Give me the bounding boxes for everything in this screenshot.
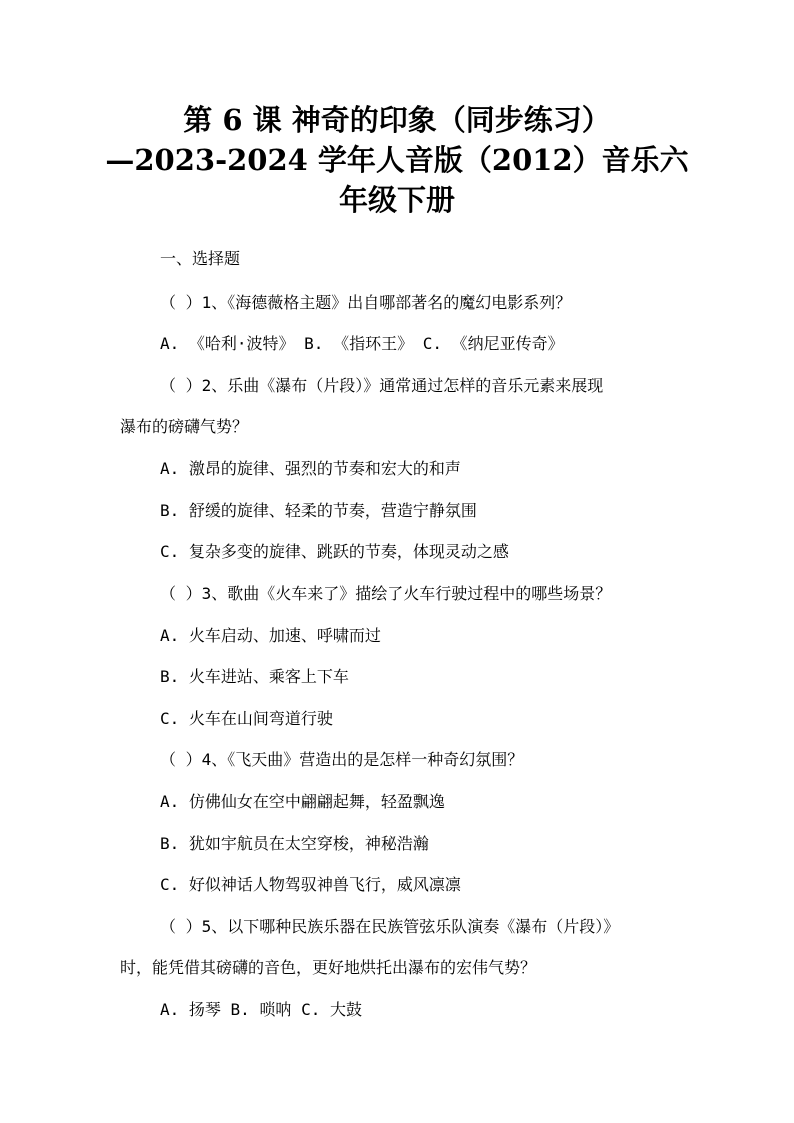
- document-title-line-2: —2023-2024 学年人音版（2012）音乐六: [105, 143, 689, 177]
- question-3-option-c: C. 火车在山间弯道行驶: [160, 709, 333, 728]
- question-3-option-b: B. 火车进站、乘客上下车: [160, 667, 349, 686]
- question-3-option-a: A. 火车启动、加速、呼啸而过: [160, 626, 381, 645]
- question-5-stem-line-1: （ ）5、以下哪种民族乐器在民族管弦乐队演奏《瀑布（片段）》: [160, 917, 620, 936]
- question-2-option-c: C. 复杂多变的旋律、跳跃的节奏，体现灵动之感: [160, 542, 509, 561]
- question-5-options: A. 扬琴 B. 唢呐 C. 大鼓: [160, 1000, 362, 1019]
- question-2-option-a: A. 激昂的旋律、强烈的节奏和宏大的和声: [160, 459, 461, 478]
- question-2-option-b: B. 舒缓的旋律、轻柔的节奏，营造宁静氛围: [160, 501, 477, 520]
- document-title-line-3: 年级下册: [338, 183, 455, 217]
- question-5-stem-line-2: 时，能凭借其磅礴的音色，更好地烘托出瀑布的宏伟气势？: [120, 958, 537, 977]
- question-1-options: A. 《哈利·波特》 B. 《指环王》 C. 《纳尼亚传奇》: [160, 334, 564, 353]
- question-2-stem-line-1: （ ）2、乐曲《瀑布（片段）》通常通过怎样的音乐元素来展现: [160, 376, 604, 395]
- question-4-option-b: B. 犹如宇航员在太空穿梭，神秘浩瀚: [160, 834, 429, 853]
- question-1-stem: （ ）1、《海德薇格主题》出自哪部著名的魔幻电影系列？: [160, 293, 572, 312]
- question-4-stem: （ ）4、《飞天曲》营造出的是怎样一种奇幻氛围？: [160, 750, 524, 769]
- section-heading: 一、选择题: [160, 249, 241, 268]
- question-3-stem: （ ）3、歌曲《火车来了》描绘了火车行驶过程中的哪些场景？: [160, 584, 612, 603]
- document-title-line-1: 第 6 课 神奇的印象（同步练习）: [183, 103, 611, 137]
- question-4-option-c: C. 好似神话人物驾驭神兽飞行，威风凛凛: [160, 875, 461, 894]
- question-4-option-a: A. 仿佛仙女在空中翩翩起舞，轻盈飘逸: [160, 792, 445, 811]
- question-2-stem-line-2: 瀑布的磅礴气势？: [120, 417, 249, 436]
